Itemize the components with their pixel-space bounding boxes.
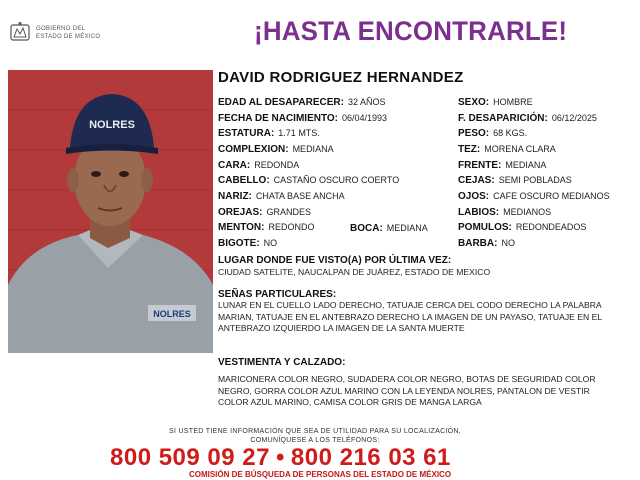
field-value: GRANDES (266, 207, 311, 217)
phone-number-1[interactable]: 800 509 09 27 (110, 444, 270, 471)
field-label: FRENTE: (458, 160, 502, 171)
last-seen-title: LUGAR DONDE FUE VISTO(A) POR ÚLTIMA VEZ: (218, 255, 452, 266)
headline: ¡HASTA ENCONTRARLE! (254, 16, 568, 46)
field-cabello (218, 174, 399, 187)
person-name: DAVID RODRIGUEZ HERNANDEZ (218, 69, 464, 86)
field-value: NO (263, 238, 278, 248)
clothing-title: VESTIMENTA Y CALZADO: (218, 357, 346, 368)
footer-note-line-2: COMUNÍQUESE A LOS TELÉFONOS: (250, 437, 380, 444)
field-value: 32 AÑOS (347, 97, 386, 107)
field-frente (458, 159, 546, 172)
field-nariz (218, 190, 345, 203)
field-label: CEJAS: (458, 175, 495, 186)
phone-number-2[interactable]: 800 216 03 61 (290, 444, 451, 471)
field-cejas (458, 174, 572, 187)
clothing-text: MARICONERA COLOR NEGRO, SUDADERA COLOR NEGRO, BOTAS DE SEGURIDAD COLOR NEGRO, GORRA COLOR AZUL MARINO CON LA LEYENDA NOLRES, PANTALON DE VESTIR COLOR AZUL MARINO, CAMISA COLOR GRIS DE MANGA LARGA (218, 374, 596, 407)
field-pomulos (458, 221, 586, 234)
field-value: MEDIANA (505, 160, 547, 170)
field-value: 1.71 MTS. (278, 128, 320, 138)
field-label: MENTON: (218, 222, 265, 233)
field-labios (458, 206, 551, 219)
field-label: BIGOTE: (218, 238, 260, 249)
field-value: REDONDO (268, 222, 315, 232)
field-label: BARBA: (458, 238, 498, 249)
field-value: SEMI POBLADAS (498, 175, 572, 185)
footer-note-line-1: SI USTED TIENE INFORMACIÓN QUE SEA DE UTILIDAD PARA SU LOCALIZACIÓN, (168, 428, 462, 435)
field-orejas (218, 206, 311, 219)
field-label: ESTATURA: (218, 128, 275, 139)
phone-separator: • (275, 444, 285, 471)
field-label: LABIOS: (458, 207, 500, 218)
logo-line-1: GOBIERNO DEL (36, 26, 86, 32)
person-photo (8, 70, 213, 353)
field-label: CARA: (218, 160, 251, 171)
field-barba (458, 237, 515, 250)
field-label: FECHA DE NACIMIENTO: (218, 113, 338, 124)
field-value: MEDIANA (292, 144, 334, 154)
field-label: POMULOS: (458, 222, 512, 233)
field-cara (218, 159, 299, 172)
last-seen-text: CIUDAD SATELITE, NAUCALPAN DE JUÁREZ, ESTADO DE MEXICO (218, 267, 491, 277)
phone-numbers (110, 444, 451, 472)
field-ojos (458, 190, 610, 203)
field-sexo (458, 96, 533, 109)
field-label: PESO: (458, 128, 490, 139)
field-value: CHATA BASE ANCHA (255, 191, 345, 201)
field-label: TEZ: (458, 144, 481, 155)
features-title: SEÑAS PARTICULARES: (218, 289, 337, 300)
field-value: 06/04/1993 (342, 113, 388, 123)
field-label: CABELLO: (218, 175, 270, 186)
field-label: SEXO: (458, 97, 490, 108)
field-value: 06/12/2025 (551, 113, 597, 123)
field-boca (350, 222, 428, 235)
field-value: REDONDEADOS (515, 222, 587, 232)
field-value: NO (501, 238, 515, 248)
field-fecha-nacimiento (218, 112, 387, 125)
field-bigote (218, 237, 277, 250)
field-label: EDAD AL DESAPARECER: (218, 97, 344, 108)
features-text: LUNAR EN EL CUELLO LADO DERECHO, TATUAJE CERCA DEL CODO DERECHO LA PALABRA MARIAN, TATUAJE EN EL ANTEBRAZO DERECHO LA IMAGEN DE UN PAYASO, TATUAJE EN EL ANTEBRAZO IZQUIERDO LA IMAGEN DE LA SANTA MUERTE (218, 300, 602, 333)
field-label: OJOS: (458, 191, 490, 202)
field-label: BOCA: (350, 223, 383, 234)
field-label: NARIZ: (218, 191, 252, 202)
shirt-logo-text: NOLRES (153, 309, 191, 319)
state-seal-icon (8, 20, 32, 44)
field-edad (218, 96, 385, 109)
field-complexion (218, 143, 334, 156)
field-menton (218, 221, 315, 234)
field-value: CASTAÑO OSCURO COERTO (273, 175, 400, 185)
logo-line-2: ESTADO DE MÉXICO (36, 34, 101, 40)
cap-logo-text: NOLRES (89, 119, 135, 131)
field-label: F. DESAPARICIÓN: (458, 113, 548, 124)
government-logo (8, 20, 128, 48)
field-fecha-desaparicion (458, 112, 597, 125)
commission-name: COMISIÓN DE BÚSQUEDA DE PERSONAS DEL ESTADO DE MÉXICO (188, 470, 452, 479)
field-value: MORENA CLARA (484, 144, 556, 154)
field-value: MEDIANA (386, 223, 428, 233)
field-value: REDONDA (254, 160, 300, 170)
field-tez (458, 143, 556, 156)
field-value: CAFE OSCURO MEDIANOS (493, 191, 610, 201)
field-value: 68 KGS. (493, 128, 528, 138)
field-value: HOMBRE (493, 97, 533, 107)
field-estatura (218, 127, 320, 140)
person-portrait-illustration (8, 70, 213, 353)
field-label: COMPLEXION: (218, 144, 289, 155)
footer-note (150, 427, 480, 445)
field-value: MEDIANOS (503, 207, 552, 217)
field-label: OREJAS: (218, 207, 263, 218)
field-peso (458, 127, 527, 140)
